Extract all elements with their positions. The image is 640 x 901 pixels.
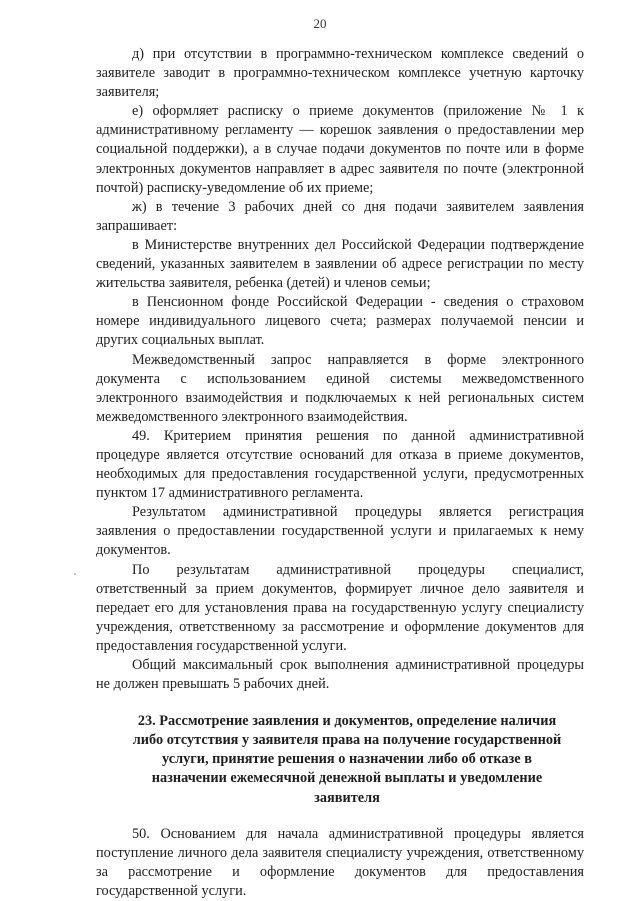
paragraph-mvd-request: в Министерстве внутренних дел Российской Федерации подтверждение сведений, указанных заявителем в заявлении об адресе регистрации по месту жительства заявителя, ребенка (детей) и членов семьи;: [96, 236, 584, 292]
paragraph-item-e: е) оформляет расписку о приеме документов (приложение № 1 к административному регламенту — корешок заявления о предоставлении мер социальной поддержки), а в случае подачи документов по почте или в форме электронных документов направляет в адрес заявителя по почте (электронной почтой) расписку-уведомление об их приеме;: [96, 103, 584, 196]
paragraph-item-d: д) при отсутствии в программно-техническом комплексе сведений о заявителе заводит в программно-техническом комплексе учетную карточку заявителя;: [96, 46, 584, 101]
paragraph-49-criterion: 49. Критерием принятия решения по данной административной процедуре является отсутствие оснований для отказа в приеме документов, необходимых для предоставления государственной услуги, предусмотренных пунктом 17 административного регламента.: [96, 427, 584, 502]
paragraph-item-zh: ж) в течение 3 рабочих дней со дня подачи заявителем заявления запрашивает:: [96, 198, 584, 234]
paragraph-max-duration: Общий максимальный срок выполнения административной процедуры не должен превышать 5 рабочих дней.: [96, 657, 584, 693]
scan-artifact: [74, 573, 76, 575]
paragraph-pfr-request: в Пенсионном фонде Российской Федерации - сведения о страховом номере индивидуального лицевого счета; размерах получаемой пенсии и других социальных выплат.: [96, 294, 584, 349]
page-number: 20: [313, 16, 327, 31]
paragraph-50-basis: 50. Основанием для начала административной процедуры является поступление личного дела заявителя специалисту учреждения, ответственному за рассмотрение и оформление документов для предоставления государственной услуги.: [96, 825, 584, 899]
paragraph-interagency-request: Межведомственный запрос направляется в форме электронного документа с использованием единой системы межведомственного электронного взаимодействия и подключаемых к ней региональных систем межведомственного электронного взаимодействия.: [96, 351, 584, 425]
paragraph-result: Результатом административной процедуры является регистрация заявления о предоставлении государственной услуги и прилагаемых к нему документов.: [96, 504, 584, 559]
paragraph-personal-file: По результатам административной процедуры специалист, ответственный за прием документов, формирует личное дело заявителя и передает его для установления права на государственную услугу специалисту учреждения, ответственному за рассмотрение и оформление документов для предоставления государственной услуги.: [96, 561, 584, 654]
section-heading-23: 23. Рассмотрение заявления и документов, определение наличия либо отсутствия у заявителя права на получение государственной услуги, принятие решения о назначении либо об отказе в назначении ежемесячной денежной выплаты и уведомление заявителя: [132, 713, 562, 806]
document-body: [96, 45, 584, 901]
